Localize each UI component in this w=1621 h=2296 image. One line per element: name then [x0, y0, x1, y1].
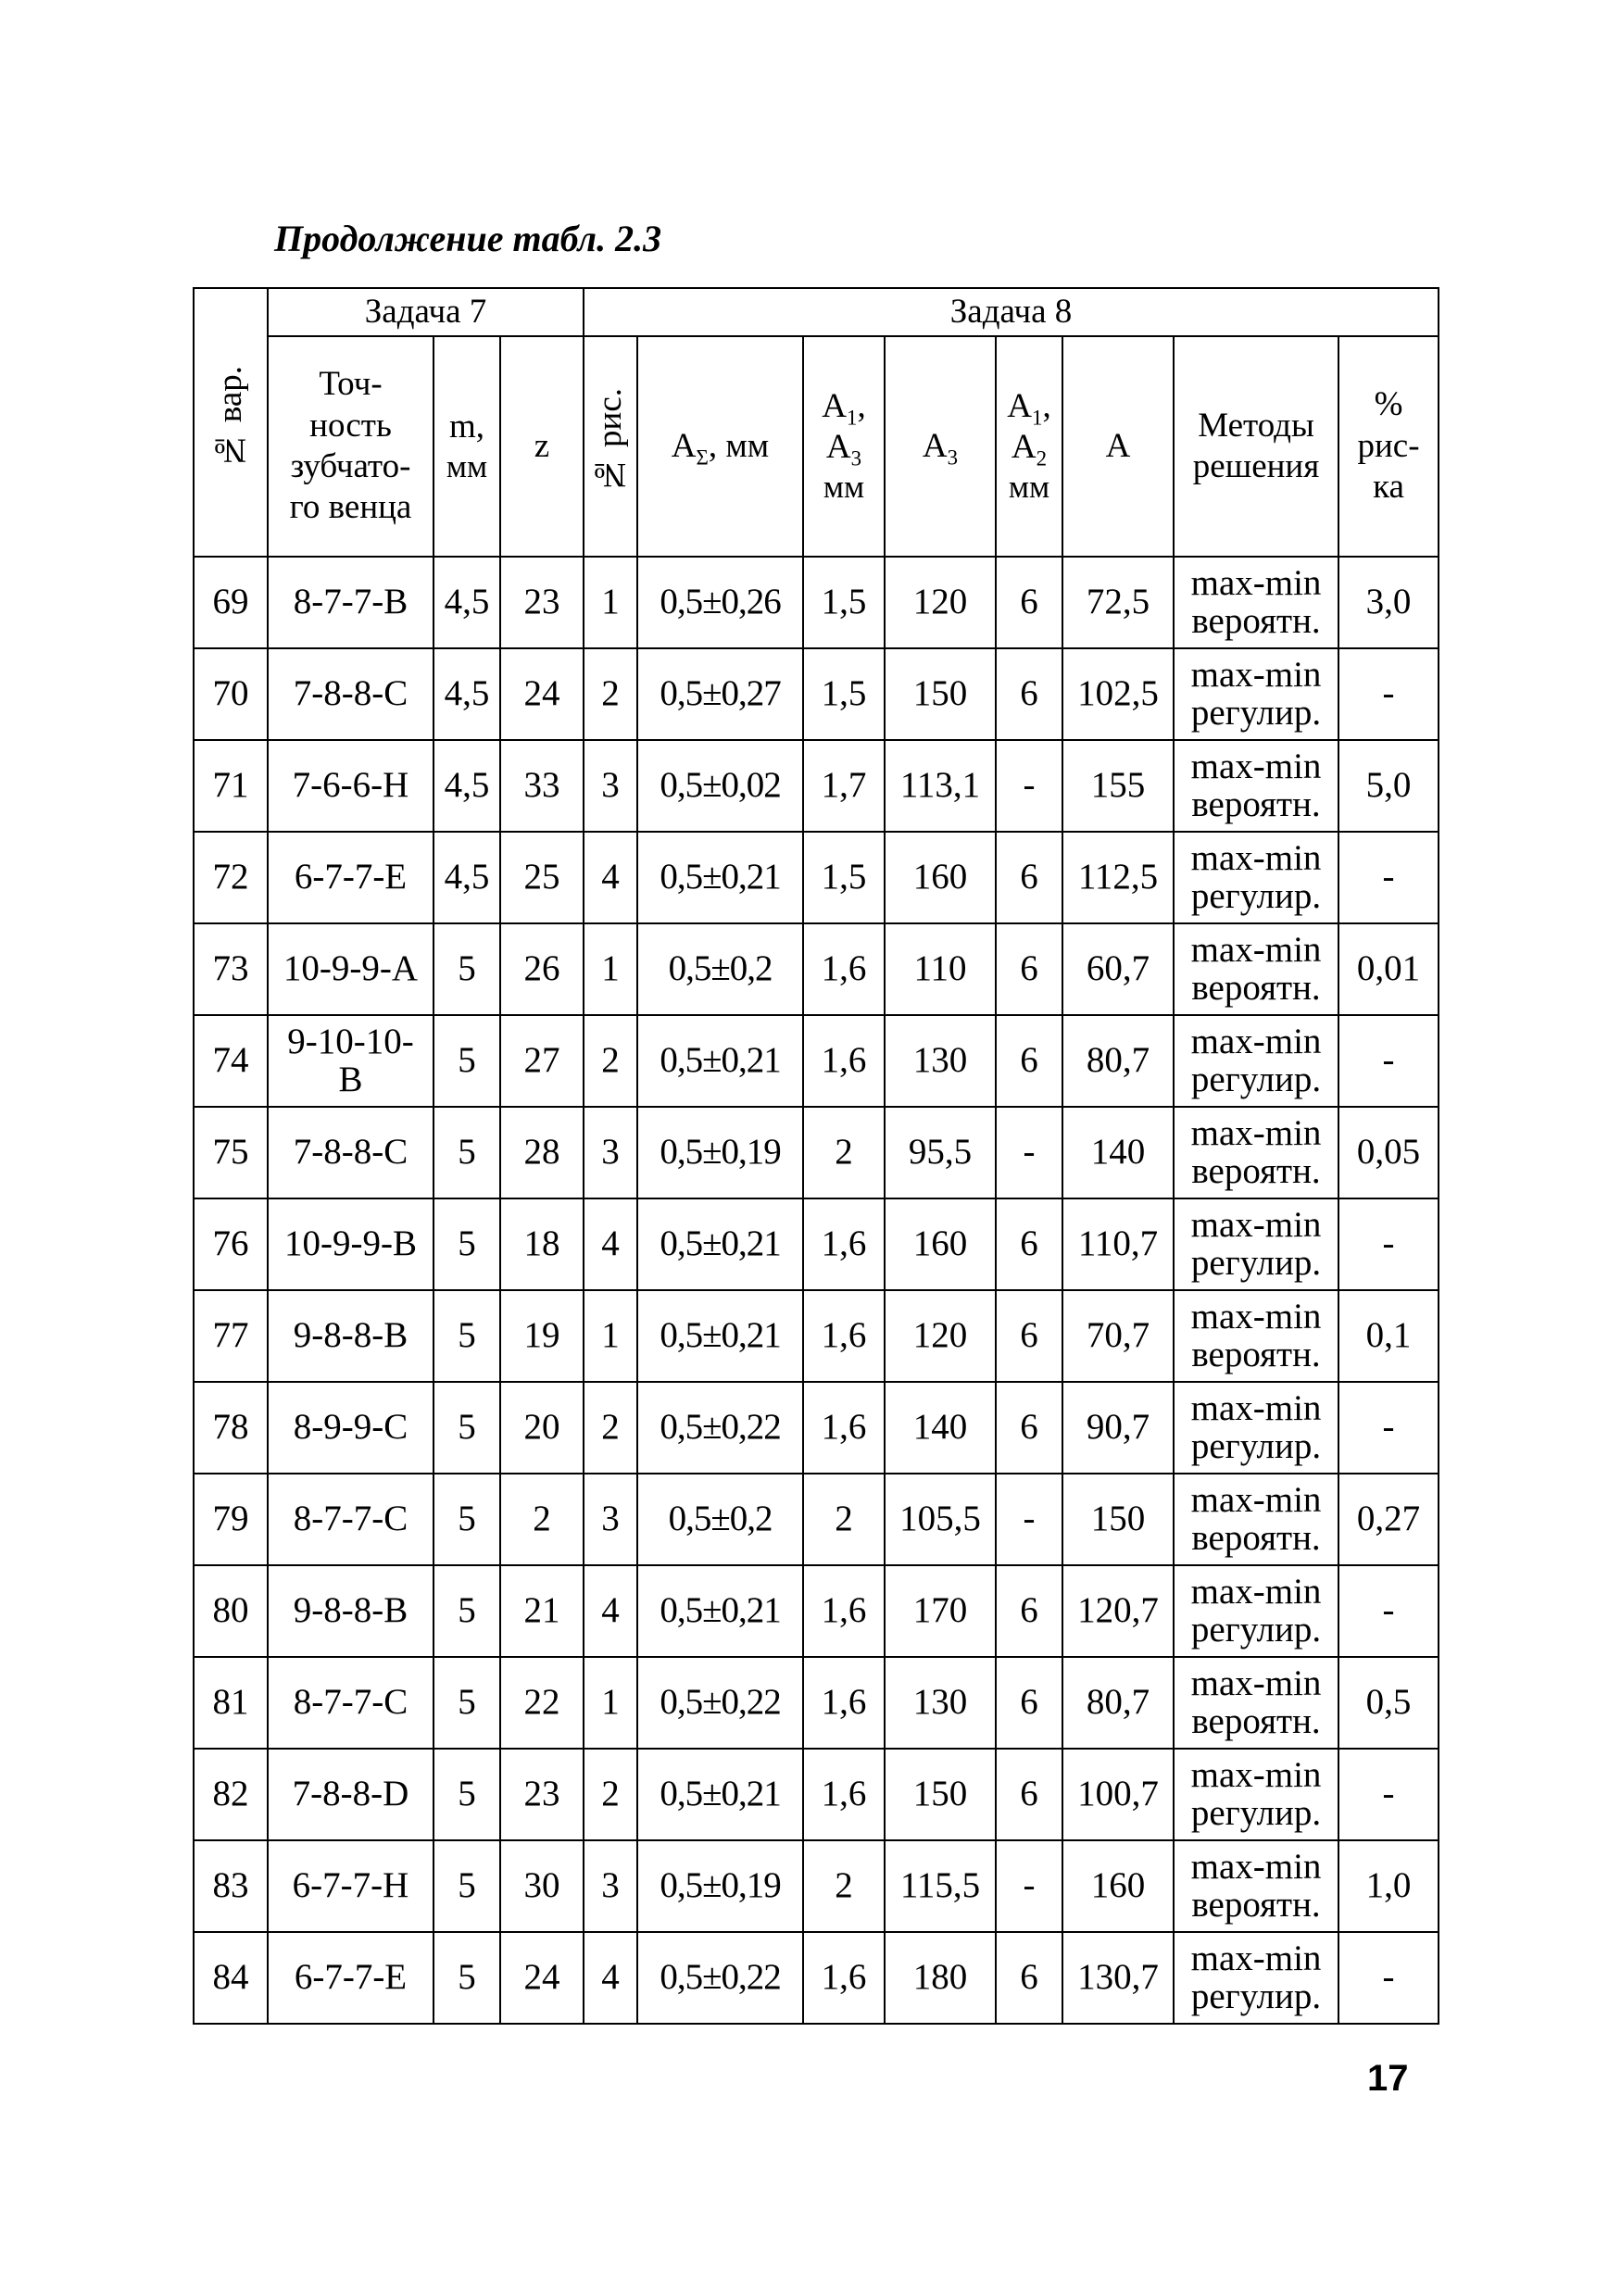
cell-a-sigma: 0,5±0,2: [637, 1474, 803, 1565]
cell-a1-a2: -: [996, 740, 1062, 832]
table-row: [194, 1290, 1439, 1382]
cell-risk: -: [1338, 1565, 1439, 1657]
cell-var-no: 76: [194, 1198, 268, 1290]
cell-a: 155: [1062, 740, 1174, 832]
cell-risk: -: [1338, 648, 1439, 740]
table-row: [194, 648, 1439, 740]
table-caption: Продолжение табл. 2.3: [274, 218, 662, 259]
header-m: m, мм: [434, 336, 500, 557]
cell-risk: -: [1338, 1749, 1439, 1840]
cell-m: 5: [434, 1657, 500, 1749]
table-row: [194, 1565, 1439, 1657]
cell-a3: 170: [885, 1565, 996, 1657]
cell-z: 27: [500, 1015, 584, 1107]
cell-accuracy: 7-8-8-С: [268, 648, 434, 740]
cell-risk: 5,0: [1338, 740, 1439, 832]
header-var-no: № вар.: [194, 288, 268, 557]
cell-risk: -: [1338, 1382, 1439, 1474]
cell-method: max-min вероятн.: [1174, 740, 1338, 832]
cell-z: 24: [500, 1932, 584, 2024]
header-fig-no: № рис.: [584, 336, 637, 557]
cell-a1-a2: 6: [996, 557, 1062, 648]
cell-accuracy: 9-10-10- В: [268, 1015, 434, 1107]
table-row: [194, 1107, 1439, 1198]
cell-method: max-min регулир.: [1174, 1932, 1338, 2024]
cell-a1-a3: 1,5: [803, 557, 885, 648]
cell-z: 25: [500, 832, 584, 923]
cell-m: 4,5: [434, 832, 500, 923]
table-row: [194, 1840, 1439, 1932]
cell-fig-no: 3: [584, 740, 637, 832]
cell-accuracy: 6-7-7-Е: [268, 1932, 434, 2024]
cell-a1-a3: 1,6: [803, 1290, 885, 1382]
cell-a1-a3: 1,5: [803, 648, 885, 740]
cell-a1-a2: 6: [996, 1382, 1062, 1474]
cell-a1-a3: 1,6: [803, 1015, 885, 1107]
cell-z: 28: [500, 1107, 584, 1198]
cell-m: 5: [434, 1565, 500, 1657]
cell-a3: 150: [885, 1749, 996, 1840]
cell-a3: 160: [885, 1198, 996, 1290]
cell-risk: -: [1338, 1932, 1439, 2024]
cell-a3: 120: [885, 1290, 996, 1382]
table-row: [194, 1198, 1439, 1290]
cell-a1-a3: 1,7: [803, 740, 885, 832]
cell-z: 19: [500, 1290, 584, 1382]
cell-var-no: 82: [194, 1749, 268, 1840]
header-methods: Методы решения: [1174, 336, 1338, 557]
cell-fig-no: 4: [584, 1198, 637, 1290]
header-task8: Задача 8: [584, 288, 1439, 336]
cell-a: 112,5: [1062, 832, 1174, 923]
cell-fig-no: 1: [584, 1657, 637, 1749]
cell-fig-no: 1: [584, 557, 637, 648]
cell-z: 18: [500, 1198, 584, 1290]
cell-a-sigma: 0,5±0,19: [637, 1107, 803, 1198]
cell-var-no: 79: [194, 1474, 268, 1565]
cell-a: 60,7: [1062, 923, 1174, 1015]
cell-z: 22: [500, 1657, 584, 1749]
cell-a: 90,7: [1062, 1382, 1174, 1474]
cell-risk: 0,05: [1338, 1107, 1439, 1198]
cell-a: 72,5: [1062, 557, 1174, 648]
cell-a-sigma: 0,5±0,21: [637, 1565, 803, 1657]
cell-method: max-min вероятн.: [1174, 923, 1338, 1015]
header-risk: % рис- ка: [1338, 336, 1439, 557]
cell-a3: 130: [885, 1015, 996, 1107]
cell-risk: 0,5: [1338, 1657, 1439, 1749]
cell-fig-no: 4: [584, 832, 637, 923]
cell-var-no: 70: [194, 648, 268, 740]
cell-a: 150: [1062, 1474, 1174, 1565]
table-row: [194, 1749, 1439, 1840]
cell-a: 80,7: [1062, 1657, 1174, 1749]
cell-a1-a2: -: [996, 1840, 1062, 1932]
cell-a: 140: [1062, 1107, 1174, 1198]
cell-a3: 113,1: [885, 740, 996, 832]
cell-a1-a2: -: [996, 1474, 1062, 1565]
cell-accuracy: 8-7-7-В: [268, 557, 434, 648]
cell-accuracy: 10-9-9-А: [268, 923, 434, 1015]
table-row: [194, 923, 1439, 1015]
cell-method: max-min вероятн.: [1174, 1107, 1338, 1198]
cell-a1-a2: 6: [996, 1015, 1062, 1107]
cell-a1-a3: 2: [803, 1840, 885, 1932]
table-body: [194, 557, 1439, 2024]
cell-z: 24: [500, 648, 584, 740]
cell-risk: 0,1: [1338, 1290, 1439, 1382]
table-row: [194, 1474, 1439, 1565]
cell-z: 23: [500, 557, 584, 648]
cell-m: 4,5: [434, 648, 500, 740]
cell-fig-no: 2: [584, 1015, 637, 1107]
cell-accuracy: 7-8-8-D: [268, 1749, 434, 1840]
cell-accuracy: 6-7-7-Н: [268, 1840, 434, 1932]
table-row: [194, 557, 1439, 648]
cell-a1-a3: 1,6: [803, 923, 885, 1015]
cell-a1-a2: 6: [996, 923, 1062, 1015]
cell-a: 130,7: [1062, 1932, 1174, 2024]
cell-accuracy: 8-9-9-С: [268, 1382, 434, 1474]
cell-var-no: 84: [194, 1932, 268, 2024]
cell-a1-a3: 1,6: [803, 1749, 885, 1840]
cell-a1-a2: 6: [996, 1749, 1062, 1840]
cell-method: max-min регулир.: [1174, 832, 1338, 923]
cell-a1-a3: 2: [803, 1107, 885, 1198]
cell-a1-a2: -: [996, 1107, 1062, 1198]
cell-method: max-min вероятн.: [1174, 1840, 1338, 1932]
cell-fig-no: 3: [584, 1474, 637, 1565]
cell-a-sigma: 0,5±0,22: [637, 1657, 803, 1749]
cell-m: 5: [434, 1382, 500, 1474]
cell-fig-no: 2: [584, 1749, 637, 1840]
cell-fig-no: 1: [584, 923, 637, 1015]
cell-a-sigma: 0,5±0,21: [637, 1198, 803, 1290]
cell-var-no: 78: [194, 1382, 268, 1474]
cell-accuracy: 7-6-6-Н: [268, 740, 434, 832]
header-a1-a3: $A_1$, $A_3$ мм: [803, 336, 885, 557]
cell-a1-a3: 1,6: [803, 1565, 885, 1657]
cell-method: max-min регулир.: [1174, 1015, 1338, 1107]
header-accuracy: Точ- ность зубчато- го венца: [268, 336, 434, 557]
cell-a-sigma: 0,5±0,26: [637, 557, 803, 648]
cell-fig-no: 3: [584, 1107, 637, 1198]
header-a1-a2: $A_1$, $A_2$ мм: [996, 336, 1062, 557]
cell-a: 100,7: [1062, 1749, 1174, 1840]
cell-a3: 130: [885, 1657, 996, 1749]
header-a3: $A_3$: [885, 336, 996, 557]
header-a: A: [1062, 336, 1174, 557]
cell-method: max-min регулир.: [1174, 1749, 1338, 1840]
cell-fig-no: 3: [584, 1840, 637, 1932]
cell-a: 102,5: [1062, 648, 1174, 740]
cell-a1-a3: 1,6: [803, 1932, 885, 2024]
cell-m: 5: [434, 1932, 500, 2024]
cell-a1-a2: 6: [996, 1198, 1062, 1290]
cell-fig-no: 1: [584, 1290, 637, 1382]
table-row: [194, 1932, 1439, 2024]
cell-var-no: 77: [194, 1290, 268, 1382]
cell-accuracy: 9-8-8-В: [268, 1290, 434, 1382]
cell-m: 4,5: [434, 557, 500, 648]
cell-fig-no: 2: [584, 1382, 637, 1474]
cell-var-no: 69: [194, 557, 268, 648]
cell-accuracy: 9-8-8-В: [268, 1565, 434, 1657]
cell-var-no: 81: [194, 1657, 268, 1749]
cell-a1-a3: 1,6: [803, 1198, 885, 1290]
cell-m: 5: [434, 1290, 500, 1382]
cell-risk: -: [1338, 1015, 1439, 1107]
cell-a-sigma: 0,5±0,02: [637, 740, 803, 832]
cell-fig-no: 4: [584, 1932, 637, 2024]
cell-z: 33: [500, 740, 584, 832]
cell-a: 110,7: [1062, 1198, 1174, 1290]
cell-method: max-min вероятн.: [1174, 1474, 1338, 1565]
table-row: [194, 832, 1439, 923]
cell-var-no: 71: [194, 740, 268, 832]
cell-a3: 105,5: [885, 1474, 996, 1565]
cell-a3: 160: [885, 832, 996, 923]
cell-m: 5: [434, 1015, 500, 1107]
page-number: 17: [1367, 2058, 1409, 2099]
cell-a: 120,7: [1062, 1565, 1174, 1657]
cell-var-no: 73: [194, 923, 268, 1015]
cell-z: 30: [500, 1840, 584, 1932]
cell-a-sigma: 0,5±0,21: [637, 1015, 803, 1107]
cell-var-no: 83: [194, 1840, 268, 1932]
cell-a-sigma: 0,5±0,19: [637, 1840, 803, 1932]
cell-a-sigma: 0,5±0,21: [637, 1749, 803, 1840]
cell-a3: 115,5: [885, 1840, 996, 1932]
cell-accuracy: 6-7-7-Е: [268, 832, 434, 923]
cell-a-sigma: 0,5±0,21: [637, 832, 803, 923]
cell-method: max-min регулир.: [1174, 1382, 1338, 1474]
cell-a3: 150: [885, 648, 996, 740]
cell-m: 5: [434, 923, 500, 1015]
cell-accuracy: 7-8-8-С: [268, 1107, 434, 1198]
cell-var-no: 80: [194, 1565, 268, 1657]
cell-a1-a3: 1,5: [803, 832, 885, 923]
cell-accuracy: 10-9-9-В: [268, 1198, 434, 1290]
cell-a-sigma: 0,5±0,22: [637, 1932, 803, 2024]
cell-method: max-min регулир.: [1174, 648, 1338, 740]
cell-a1-a2: 6: [996, 648, 1062, 740]
cell-z: 20: [500, 1382, 584, 1474]
cell-a1-a2: 6: [996, 1932, 1062, 2024]
cell-risk: 0,27: [1338, 1474, 1439, 1565]
cell-risk: -: [1338, 832, 1439, 923]
cell-z: 23: [500, 1749, 584, 1840]
cell-a3: 95,5: [885, 1107, 996, 1198]
cell-var-no: 75: [194, 1107, 268, 1198]
cell-a3: 180: [885, 1932, 996, 2024]
cell-a: 70,7: [1062, 1290, 1174, 1382]
cell-risk: -: [1338, 1198, 1439, 1290]
cell-accuracy: 8-7-7-С: [268, 1657, 434, 1749]
cell-a: 80,7: [1062, 1015, 1174, 1107]
cell-z: 21: [500, 1565, 584, 1657]
cell-method: max-min регулир.: [1174, 1198, 1338, 1290]
data-table: [193, 287, 1439, 2025]
cell-m: 5: [434, 1840, 500, 1932]
cell-m: 5: [434, 1198, 500, 1290]
table-row: [194, 1382, 1439, 1474]
cell-accuracy: 8-7-7-С: [268, 1474, 434, 1565]
cell-method: max-min вероятн.: [1174, 1290, 1338, 1382]
cell-a1-a2: 6: [996, 1657, 1062, 1749]
cell-fig-no: 4: [584, 1565, 637, 1657]
cell-method: max-min вероятн.: [1174, 557, 1338, 648]
cell-method: max-min вероятн.: [1174, 1657, 1338, 1749]
cell-var-no: 72: [194, 832, 268, 923]
cell-a-sigma: 0,5±0,2: [637, 923, 803, 1015]
cell-a1-a3: 1,6: [803, 1657, 885, 1749]
cell-a1-a3: 1,6: [803, 1382, 885, 1474]
header-task7: Задача 7: [268, 288, 584, 336]
cell-a: 160: [1062, 1840, 1174, 1932]
cell-method: max-min регулир.: [1174, 1565, 1338, 1657]
cell-a-sigma: 0,5±0,27: [637, 648, 803, 740]
cell-a-sigma: 0,5±0,22: [637, 1382, 803, 1474]
cell-z: 26: [500, 923, 584, 1015]
cell-a3: 110: [885, 923, 996, 1015]
cell-m: 5: [434, 1107, 500, 1198]
cell-a3: 140: [885, 1382, 996, 1474]
header-a-sigma: $A_\Sigma$, мм: [637, 336, 803, 557]
cell-a1-a2: 6: [996, 1565, 1062, 1657]
header-z: z: [500, 336, 584, 557]
cell-risk: 0,01: [1338, 923, 1439, 1015]
cell-z: 2: [500, 1474, 584, 1565]
cell-risk: 3,0: [1338, 557, 1439, 648]
table-row: [194, 1657, 1439, 1749]
cell-m: 5: [434, 1749, 500, 1840]
table-header: [194, 288, 1439, 557]
cell-a1-a3: 2: [803, 1474, 885, 1565]
cell-a3: 120: [885, 557, 996, 648]
table-row: [194, 740, 1439, 832]
cell-m: 4,5: [434, 740, 500, 832]
cell-fig-no: 2: [584, 648, 637, 740]
cell-risk: 1,0: [1338, 1840, 1439, 1932]
table-row: [194, 1015, 1439, 1107]
cell-a1-a2: 6: [996, 1290, 1062, 1382]
cell-a1-a2: 6: [996, 832, 1062, 923]
cell-m: 5: [434, 1474, 500, 1565]
cell-var-no: 74: [194, 1015, 268, 1107]
cell-a-sigma: 0,5±0,21: [637, 1290, 803, 1382]
